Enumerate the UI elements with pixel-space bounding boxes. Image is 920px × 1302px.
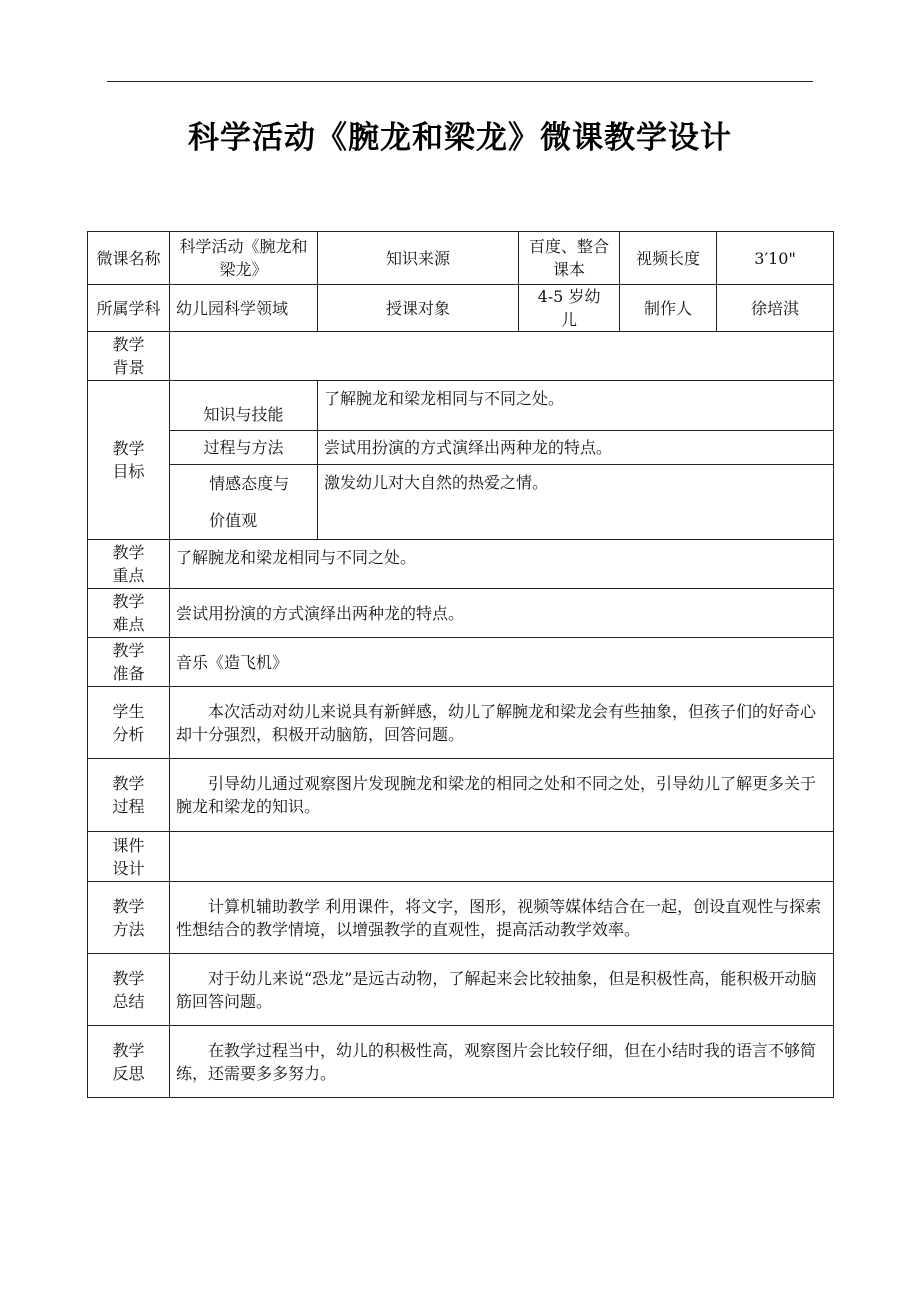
summary-label (88, 954, 170, 1026)
source-label: 知识来源 (318, 232, 519, 285)
goal-process-label: 过程与方法 (170, 431, 318, 465)
goal-emotion-label (170, 465, 318, 540)
source-value: 百度、整合课本 (519, 232, 620, 285)
student-analysis-label-text: 学生分析 (112, 701, 145, 744)
process-row (88, 759, 834, 832)
goal-emotion-label-text: 情感态度与价值观 (209, 474, 290, 530)
goal-knowledge-text: 了解腕龙和梁龙相同与不同之处。 (318, 381, 834, 431)
key-points-content: 了解腕龙和梁龙相同与不同之处。 (170, 540, 834, 589)
audience-label: 授课对象 (318, 285, 519, 332)
process-label-text: 教学过程 (112, 774, 145, 816)
course-name-label: 微课名称 (88, 232, 170, 285)
background-row (88, 332, 834, 381)
goals-label (88, 381, 170, 540)
student-analysis-label (88, 687, 170, 759)
author-label: 制作人 (620, 285, 717, 332)
subject-label: 所属学科 (88, 285, 170, 332)
method-row (88, 882, 834, 954)
difficulties-row (88, 589, 834, 638)
key-points-row (88, 540, 834, 589)
courseware-label-text: 课件设计 (112, 835, 145, 878)
preparation-label (88, 638, 170, 687)
subject-value: 幼儿园科学领域 (170, 285, 318, 332)
goals-label-text: 教学目标 (112, 439, 145, 481)
process-content: 引导幼儿通过观察图片发现腕龙和梁龙的相同之处和不同之处，引导幼儿了解更多关于腕龙和梁龙的知识。 (170, 759, 834, 832)
goal-row-3 (88, 465, 834, 540)
info-row-1 (88, 232, 834, 285)
method-content: 计算机辅助教学 利用课件，将文字，图形，视频等媒体结合在一起，创设直观性与探索性想结合的教学情境，以增强教学的直观性，提高活动教学效率。 (170, 882, 834, 954)
difficulties-label (88, 589, 170, 638)
audience-value: 4-5 岁幼儿 (519, 285, 620, 332)
student-analysis-content: 本次活动对幼儿来说具有新鲜感，幼儿了解腕龙和梁龙会有些抽象，但孩子们的好奇心却十分强烈，积极开动脑筋，回答问题。 (170, 687, 834, 759)
page-title: 科学活动《腕龙和梁龙》微课教学设计 (188, 120, 732, 156)
key-points-label-text: 教学重点 (112, 543, 145, 585)
student-analysis-row (88, 687, 834, 759)
reflection-content: 在教学过程当中，幼儿的积极性高，观察图片会比较仔细，但在小结时我的语言不够简练，还需要多多努力。 (170, 1026, 834, 1098)
reflection-label-text: 教学反思 (112, 1040, 145, 1083)
summary-label-text: 教学总结 (112, 968, 145, 1011)
goal-row-1 (88, 381, 834, 431)
header-rule (107, 81, 813, 82)
goal-knowledge-label: 知识与技能 (170, 381, 318, 431)
goal-emotion-text: 激发幼儿对大自然的热爱之情。 (318, 465, 834, 540)
preparation-label-text: 教学准备 (112, 641, 145, 683)
course-name-value: 科学活动《腕龙和梁龙》 (170, 232, 318, 285)
preparation-content: 音乐《造飞机》 (170, 638, 834, 687)
background-label (88, 332, 170, 381)
method-label (88, 882, 170, 954)
summary-row (88, 954, 834, 1026)
background-label-text: 教学背景 (112, 335, 145, 377)
courseware-row (88, 832, 834, 882)
key-points-label (88, 540, 170, 589)
difficulties-content: 尝试用扮演的方式演绎出两种龙的特点。 (170, 589, 834, 638)
method-label-text: 教学方法 (112, 896, 145, 939)
lesson-plan-table (87, 231, 834, 1098)
goal-row-2 (88, 431, 834, 465)
duration-value: 3′10" (717, 232, 834, 285)
reflection-row (88, 1026, 834, 1098)
difficulties-label-text: 教学难点 (112, 592, 145, 634)
summary-content: 对于幼儿来说“恐龙”是远古动物，了解起来会比较抽象，但是积极性高，能积极开动脑筋回答问题。 (170, 954, 834, 1026)
reflection-label (88, 1026, 170, 1098)
courseware-label (88, 832, 170, 882)
goal-process-text: 尝试用扮演的方式演绎出两种龙的特点。 (318, 431, 834, 465)
info-row-2 (88, 285, 834, 332)
process-label (88, 759, 170, 832)
courseware-content (170, 832, 834, 882)
preparation-row (88, 638, 834, 687)
author-value: 徐培淇 (717, 285, 834, 332)
background-content (170, 332, 834, 381)
duration-label: 视频长度 (620, 232, 717, 285)
